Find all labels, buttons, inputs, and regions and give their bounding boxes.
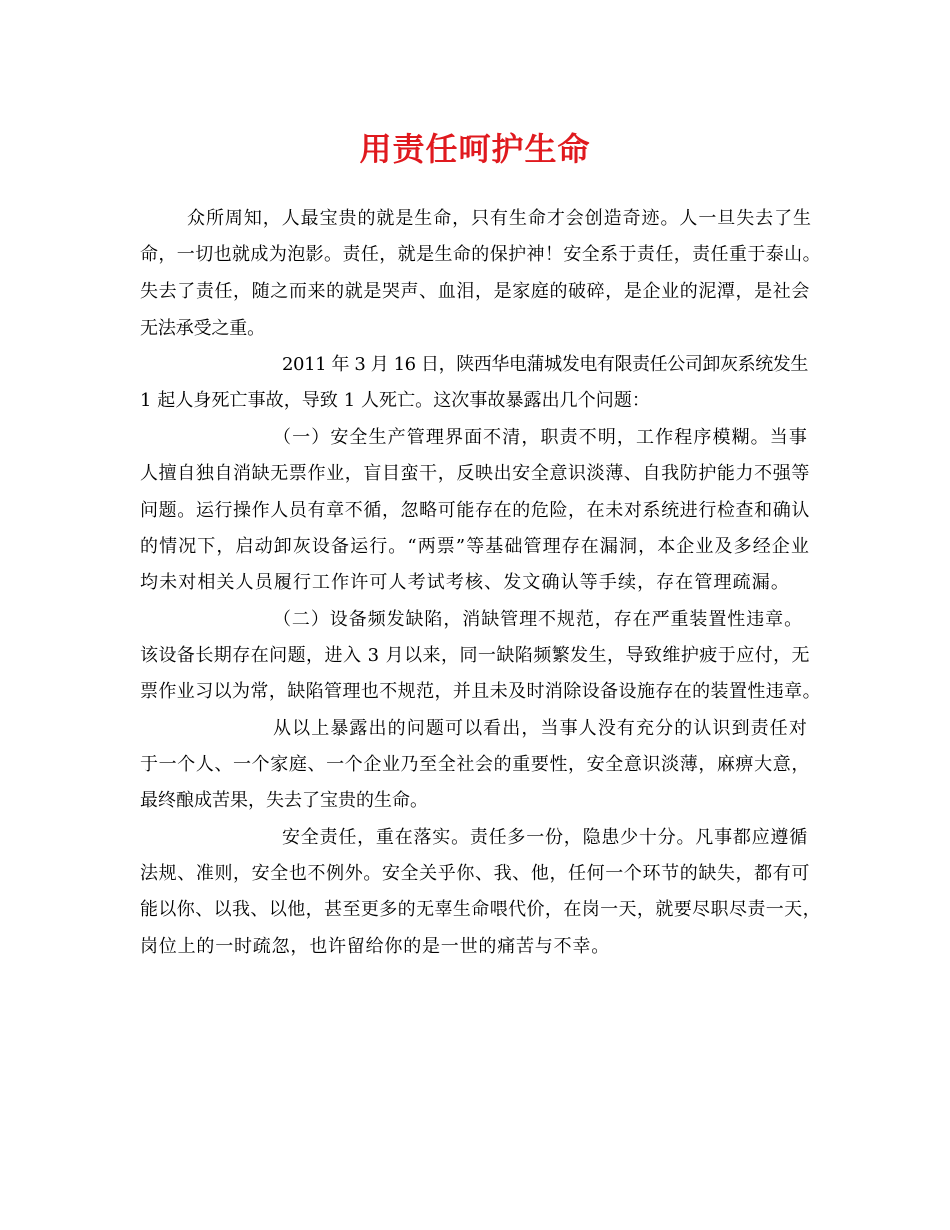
body-line: 1 起人身死亡事故，导致 1 人死亡。这次事故暴露出几个问题： — [140, 390, 650, 411]
document-title: 用责任呵护生命 — [359, 130, 591, 168]
body-line: 安全责任，重在落实。责任多一份，隐患少十分。凡事都应遵循 — [282, 827, 809, 848]
body-line: 岗位上的一时疏忽，也许留给你的是一世的痛苦与不幸。 — [140, 936, 610, 957]
body-line: 最终酿成苦果，失去了宝贵的生命。 — [140, 790, 428, 811]
body-line: （二）设备频发缺陷，消缺管理不规范，存在严重装置性违章。 — [273, 609, 804, 630]
body-line: 该设备长期存在问题，进入 3 月以来，同一缺陷频繁发生，导致维护疲于应付，无 — [140, 645, 810, 666]
body-line: 的情况下，启动卸灰设备运行。“两票”等基础管理存在漏洞，本企业及多经企业 — [140, 536, 811, 557]
body-line: 从以上暴露出的问题可以看出，当事人没有充分的认识到责任对 — [273, 718, 808, 739]
body-line: 能以你、以我、以他，甚至更多的无辜生命喂代价，在岗一天，就要尽职尽责一天， — [140, 899, 821, 920]
body-line: 票作业习以为常，缺陷管理也不规范，并且未及时消除设备设施存在的装置性违章。 — [140, 681, 821, 702]
body-line: 众所周知，人最宝贵的就是生命，只有生命才会创造奇迹。人一旦失去了生 — [187, 208, 812, 229]
body-line: 于一个人、一个家庭、一个企业乃至全社会的重要性，安全意识淡薄，麻痹大意， — [140, 754, 810, 775]
body-line: 失去了责任，随之而来的就是哭声、血泪，是家庭的破碎，是企业的泥潭，是社会 — [140, 281, 810, 302]
body-line: 人擅自独自消缺无票作业，盲目蛮干，反映出安全意识淡薄、自我防护能力不强等 — [140, 463, 810, 484]
body-line: 问题。运行操作人员有章不循，忽略可能存在的危险，在未对系统进行检查和确认 — [140, 500, 810, 521]
body-line: （一）安全生产管理界面不清，职责不明，工作程序模糊。当事 — [273, 427, 808, 448]
body-line: 2011 年 3 月 16 日，陕西华电蒲城发电有限责任公司卸灰系统发生 — [282, 354, 808, 375]
body-line: 均未对相关人员履行工作许可人考试考核、发文确认等手续，存在管理疏漏。 — [140, 572, 791, 593]
body-line: 法规、准则，安全也不例外。安全关乎你、我、他，任何一个环节的缺失，都有可 — [140, 863, 810, 884]
body-line: 命，一切也就成为泡影。责任，就是生命的保护神！安全系于责任，责任重于泰山。 — [140, 244, 821, 265]
body-line: 无法承受之重。 — [140, 318, 265, 339]
